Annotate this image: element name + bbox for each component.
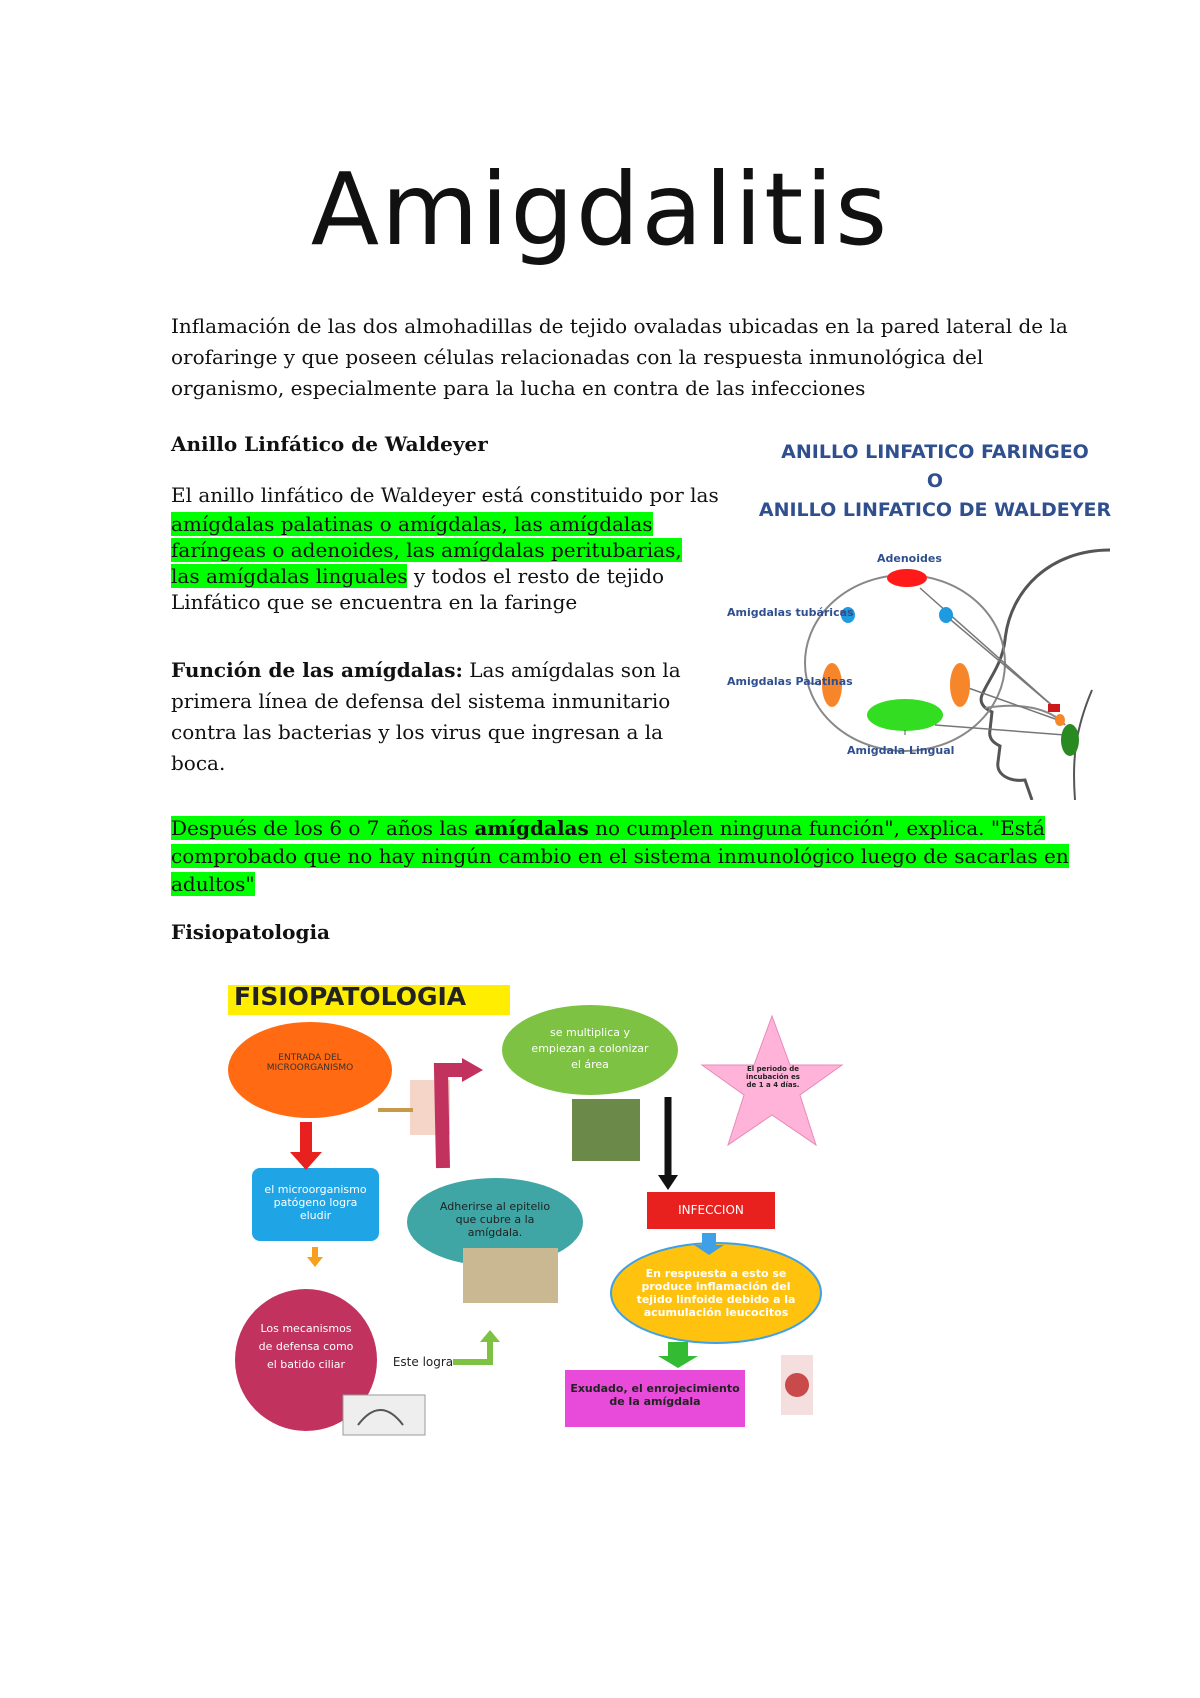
label-palatinas: Amigdalas Palatinas: [727, 675, 853, 688]
arrow-up-green-head: [480, 1330, 500, 1342]
label-lingual: Amigdala Lingual: [847, 744, 955, 757]
figure-title-line: ANILLO LINFATICO FARINGEO: [781, 441, 1089, 463]
function-line: boca.: [171, 751, 226, 775]
waldeyer-text: y todos el resto de tejido: [407, 564, 665, 588]
bacteria-image: [572, 1099, 640, 1161]
arrow-down-black-head: [658, 1175, 678, 1190]
quote-text: no cumplen ninguna función", explica. "Está: [588, 816, 1045, 840]
highlight: [171, 816, 1045, 840]
connector: [960, 685, 1058, 720]
arrow-down-orange-head: [307, 1257, 323, 1267]
arrow-up-pink-head: [462, 1058, 483, 1082]
lingual-mark: [1061, 724, 1079, 756]
intro-line: organismo, especialmente para la lucha en contra de las infecciones: [171, 376, 866, 400]
quote-line: [171, 842, 1071, 870]
quote-text: Después de los 6 o 7 años las: [171, 816, 475, 840]
adenoid-mark: [1048, 704, 1060, 712]
intro-paragraph: [171, 311, 1071, 404]
flowchart-title: FISIOPATOLOGIA: [234, 982, 467, 1011]
arrow-up-green: [453, 1340, 490, 1362]
quote-line: [171, 870, 1071, 898]
entrada-label: ENTRADA DEL MICROORGANISMO: [266, 1053, 354, 1073]
este-logra-label: Este logra: [392, 1355, 454, 1369]
fisiopatologia-flowchart: [228, 982, 850, 1445]
arrow-down-green: [668, 1342, 688, 1356]
intro-line: Inflamación de las dos almohadillas de tejido ovaladas ubicadas en la pared lateral de la: [171, 314, 1068, 338]
infeccion-label: INFECCION: [678, 1203, 744, 1217]
arrow-down-green-head: [658, 1356, 698, 1368]
epithelium-image: [463, 1248, 558, 1303]
connector: [935, 725, 1065, 735]
waldeyer-line: [171, 563, 731, 589]
waldeyer-heading: Anillo Linfático de Waldeyer: [171, 432, 488, 456]
function-text: Las amígdalas son la: [462, 658, 681, 682]
figure-title-line: O: [926, 470, 944, 492]
arrow-down-orange: [312, 1247, 318, 1257]
tubarica-right-shape: [939, 607, 953, 623]
function-heading: Función de las amígdalas:: [171, 658, 463, 682]
eludir-label: el microorganismo patógeno logra eludir: [264, 1183, 367, 1222]
waldeyer-line: El anillo linfático de Waldeyer está constituido por las: [171, 483, 719, 507]
waldeyer-diagram: [720, 530, 1120, 800]
highlight: adultos": [171, 872, 255, 896]
highlight: faríngeas o adenoides, las amígdalas peritubarias,: [171, 538, 682, 562]
function-line: primera línea de defensa del sistema inmunitario: [171, 689, 671, 713]
waldeyer-figure-title: [720, 438, 1150, 525]
mecanismos-label: Los mecanismos de defensa como el batido ciliar: [258, 1322, 354, 1371]
function-line: [171, 655, 731, 686]
adherirse-label: Adherirse al epitelio que cubre a la amígdala.: [439, 1200, 551, 1239]
adenoides-shape: [887, 569, 927, 587]
label-adenoides: Adenoides: [877, 552, 942, 565]
respuesta-label: En respuesta a esto se produce inflamación del tejido linfoide debido a la acumulación leucocitos: [636, 1267, 796, 1319]
waldeyer-line: Linfático que se encuentra en la faringe: [171, 590, 578, 614]
arrow-down-blue: [702, 1233, 716, 1245]
quote-bold: amígdalas: [474, 816, 589, 840]
function-line: contra las bacterias y los virus que ingresan a la: [171, 720, 664, 744]
exudado-label: Exudado, el enrojecimiento de la amígdala: [570, 1382, 740, 1408]
arrow-up-pink: [441, 1070, 466, 1168]
waldeyer-line: [171, 511, 731, 537]
arrow-down-red-head: [290, 1152, 322, 1170]
palatina-right-shape: [950, 663, 970, 707]
incubacion-label: El periodo de incubación es de 1 a 4 días.: [746, 1065, 800, 1089]
fisio-heading: Fisiopatologia: [171, 920, 330, 944]
figure-title-line: ANILLO LINFATICO DE WALDEYER: [758, 499, 1112, 521]
palatine-mark: [1055, 714, 1065, 726]
lingual-shape: [867, 699, 943, 731]
waldeyer-line: [171, 537, 731, 563]
function-paragraph: [171, 655, 731, 779]
waldeyer-paragraph: [171, 480, 731, 615]
highlight: amígdalas palatinas o amígdalas, las amígdalas: [171, 512, 653, 536]
page-title: Amigdalitis: [310, 151, 890, 268]
quote-paragraph: [171, 814, 1071, 898]
label-tubaricas: Amigdalas tubáricas: [727, 606, 854, 619]
multiplica-label: se multiplica y empiezan a colonizar el área: [531, 1026, 649, 1071]
mouth-throat-mark: [785, 1373, 809, 1397]
highlight: las amígdalas linguales: [171, 564, 408, 588]
highlight: comprobado que no hay ningún cambio en el sistema inmunológico luego de sacarlas en: [171, 844, 1069, 868]
quote-line: [171, 814, 1071, 842]
intro-line: orofaringe y que poseen células relacionadas con la respuesta inmunológica del: [171, 345, 984, 369]
arrow-down-red: [300, 1122, 312, 1152]
head-profile: [981, 550, 1110, 800]
cilia-image: [343, 1395, 425, 1435]
